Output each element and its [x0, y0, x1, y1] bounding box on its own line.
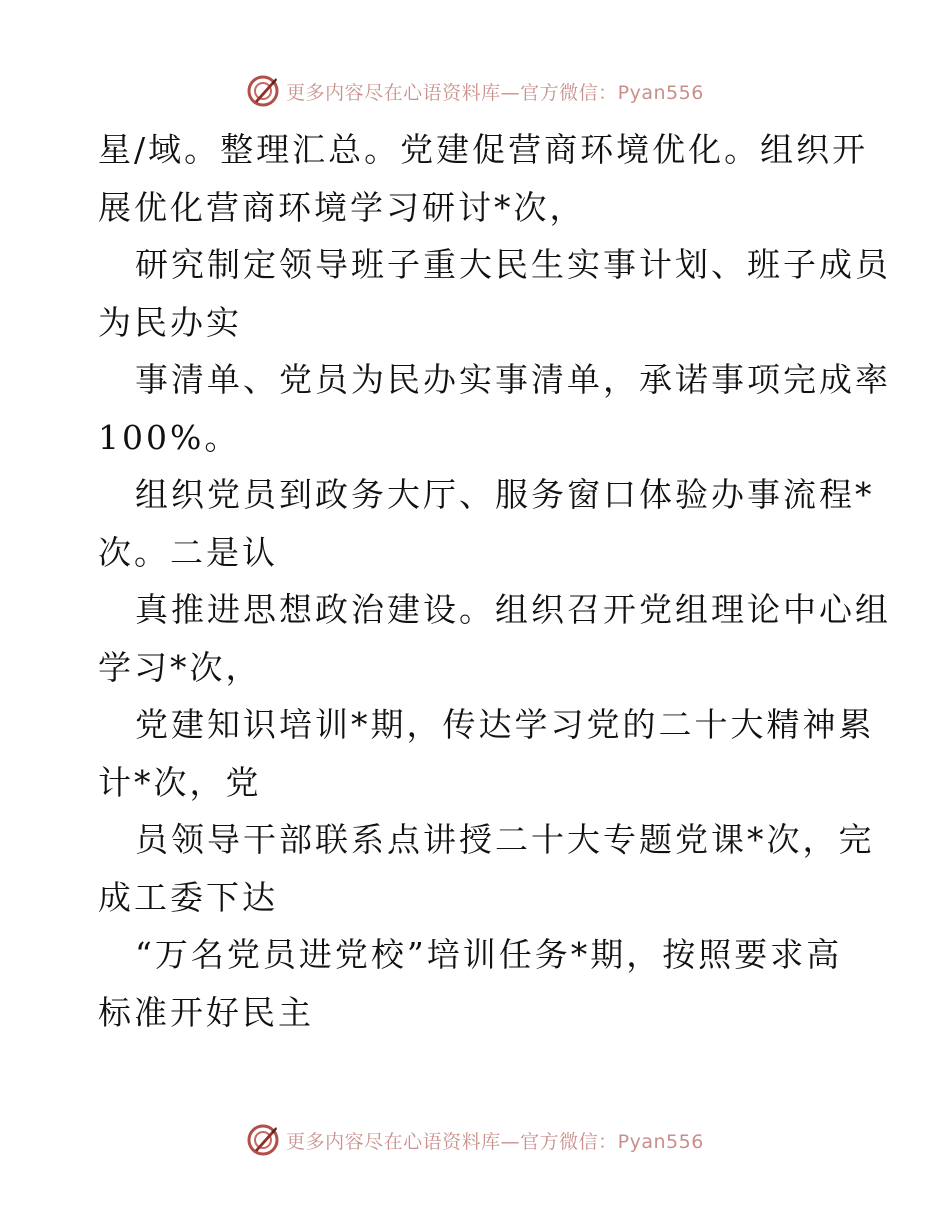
- paragraph-line: 成工委下达: [98, 877, 278, 917]
- brush-logo-icon: [246, 1123, 280, 1157]
- paragraph-line: 展优化营商环境学习研讨*次，: [98, 187, 586, 227]
- paragraph-line: 次。二是认: [98, 532, 278, 572]
- paragraph-line: 100%。: [98, 417, 241, 457]
- header-watermark: [0, 71, 950, 111]
- watermark-group: [246, 74, 704, 108]
- paragraph-line: 学习*次，: [98, 647, 262, 687]
- paragraph-line: 事清单、党员为民办实事清单，承诺事项完成率: [135, 360, 891, 399]
- watermark-group: [246, 1123, 704, 1157]
- paragraph-line: 星/域。整理汇总。党建促营商环境优化。组织开: [98, 130, 869, 169]
- watermark-text: 更多内容尽在心语资料库—官方微信：Pyan556: [286, 1130, 704, 1153]
- paragraph-line: 研究制定领导班子重大民生实事计划、班子成员: [135, 245, 891, 284]
- brush-logo-icon: [246, 74, 280, 108]
- paragraph-line: 员领导干部联系点讲授二十大专题党课*次，完: [135, 820, 875, 859]
- watermark-text: 更多内容尽在心语资料库—官方微信：Pyan556: [286, 81, 704, 104]
- paragraph-line: “万名党员进党校”培训任务*期，按照要求高: [135, 935, 843, 974]
- paragraph-line: 党建知识培训*期，传达学习党的二十大精神累: [135, 705, 875, 744]
- footer-watermark: [0, 1120, 950, 1160]
- paragraph-line: 真推进思想政治建设。组织召开党组理论中心组: [135, 590, 891, 629]
- paragraph-line: 为民办实: [98, 302, 242, 342]
- paragraph-line: 计*次，党: [98, 762, 262, 802]
- paragraph-line: 标准开好民主: [98, 992, 314, 1032]
- paragraph-line: 组织党员到政务大厅、服务窗口体验办事流程*: [135, 475, 875, 514]
- document-body: [98, 121, 891, 1041]
